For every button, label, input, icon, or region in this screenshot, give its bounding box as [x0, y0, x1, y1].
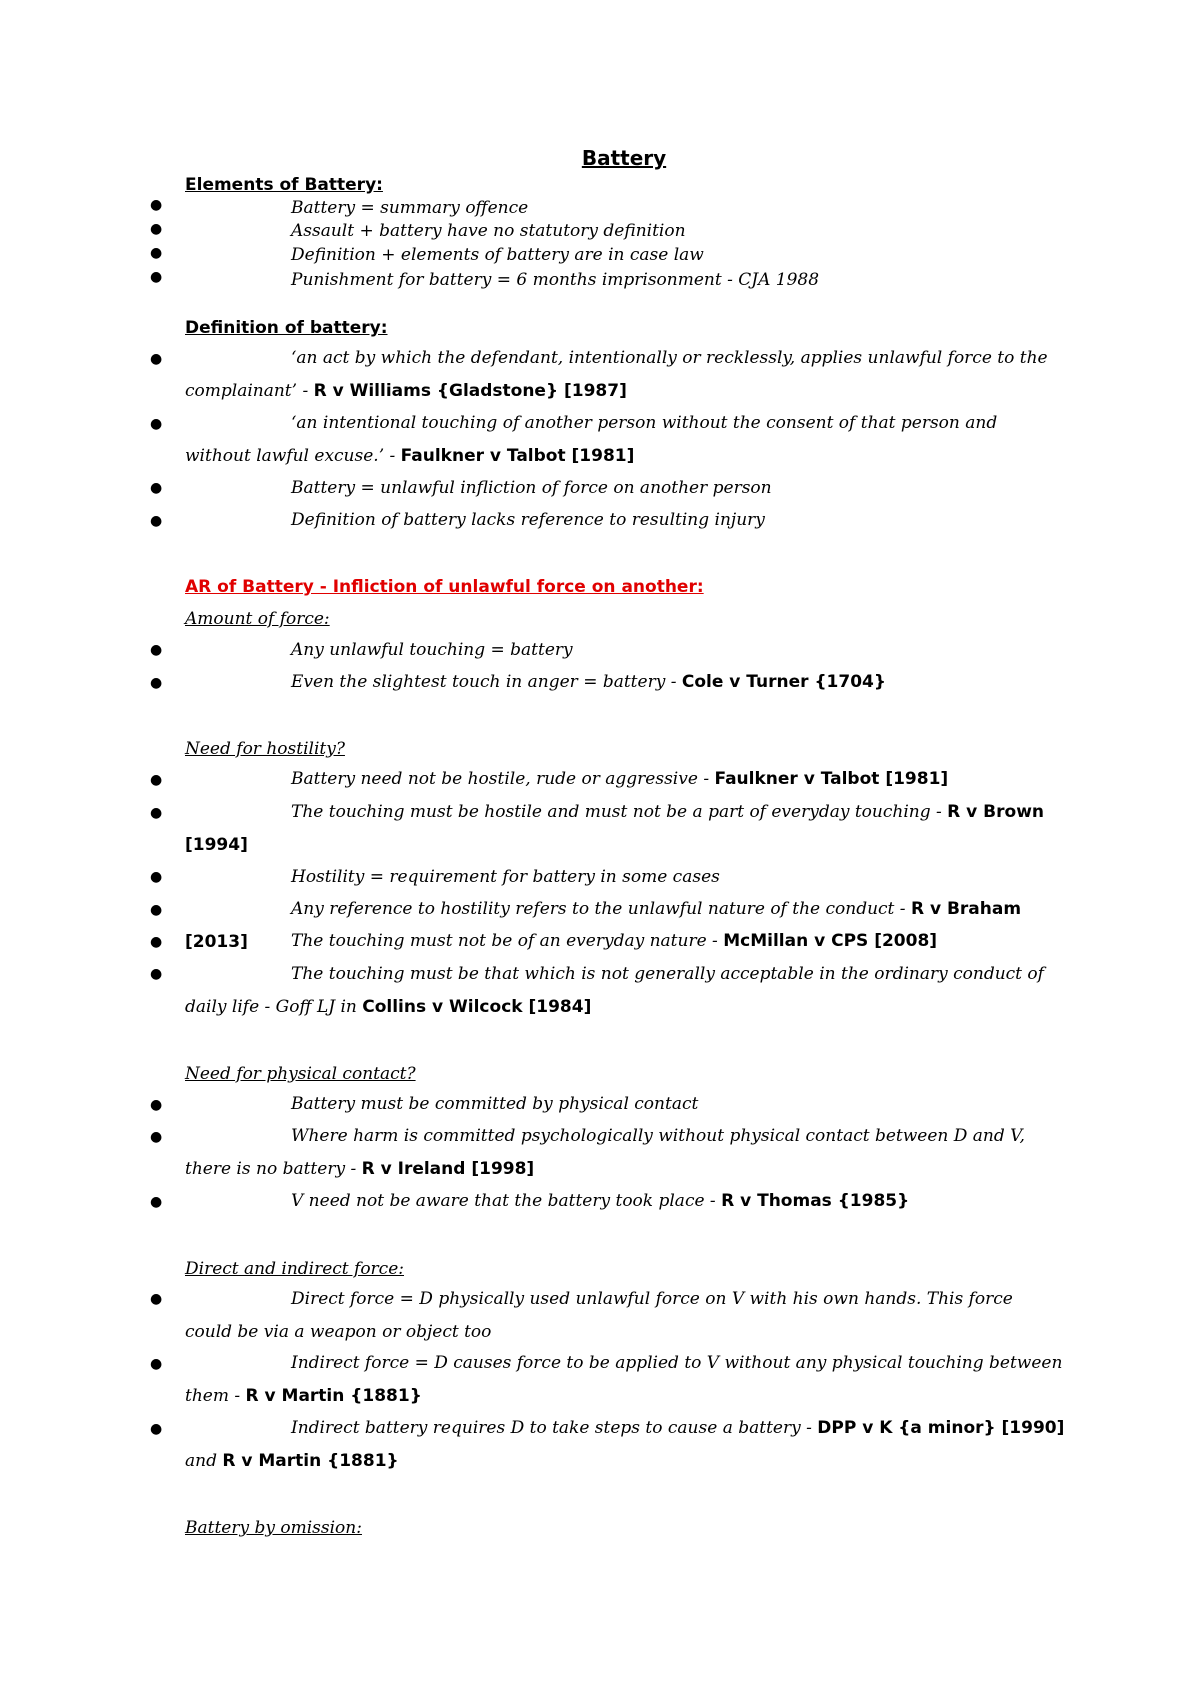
list-item: The touching must be hostile and must not be a part of everyday touching - R v Brown [1994]: [185, 802, 1045, 855]
bullet-icon: ●: [150, 221, 163, 237]
bullet-icon: ●: [150, 869, 163, 885]
list-item: Any unlawful touching = battery: [291, 640, 573, 660]
case-citation: Cole v Turner {1704}: [681, 672, 886, 692]
list-item: The touching must not be of an everyday nature - McMillan v CPS [2008]: [291, 931, 938, 951]
list-item: V need not be aware that the battery took place - R v Thomas {1985}: [291, 1191, 910, 1211]
subheading-hostility: Need for hostility?: [185, 739, 345, 759]
bullet-icon: ●: [150, 245, 163, 261]
case-citation: R v Braham [2013]: [185, 899, 1022, 952]
bullet-icon: ●: [150, 966, 163, 982]
bullet-icon: ●: [150, 1129, 163, 1145]
case-citation: R v Williams {Gladstone} [1987]: [313, 380, 627, 401]
case-citation: R v Martin {1881}: [222, 1450, 399, 1471]
section-heading-elements: Elements of Battery:: [185, 175, 383, 195]
list-item: Battery must be committed by physical contact: [291, 1094, 699, 1114]
case-citation: Collins v Wilcock [1984]: [362, 996, 592, 1017]
section-heading-definition: Definition of battery:: [185, 318, 388, 338]
bullet-icon: ●: [150, 902, 163, 918]
list-item: ‘an act by which the defendant, intentionally or recklessly, applies unlawful force to the complainant’ - R v Williams {Gladstone} [1987]: [185, 348, 1048, 401]
list-item: Indirect force = D causes force to be applied to V without any physical touching between them - R v Martin {1881}: [185, 1353, 1063, 1406]
list-item: The touching must be that which is not generally acceptable in the ordinary conduct of daily life - Goff LJ in Collins v Wilcock [1984]: [185, 964, 1044, 1017]
list-item: Direct force = D physically used unlawful force on V with his own hands. This force could be via a weapon or object too: [185, 1289, 1013, 1342]
bullet-icon: ●: [150, 351, 163, 367]
subheading-omission: Battery by omission:: [185, 1518, 362, 1538]
case-citation: Faulkner v Talbot [1981]: [714, 769, 949, 789]
subheading-contact: Need for physical contact?: [185, 1064, 416, 1084]
case-citation: R v Brown [1994]: [185, 802, 1045, 855]
bullet-icon: ●: [150, 805, 163, 821]
case-citation: R v Martin {1881}: [245, 1385, 422, 1406]
subheading-amount: Amount of force:: [185, 609, 330, 629]
list-item: Any reference to hostility refers to the unlawful nature of the conduct - R v Braham [2013]: [185, 899, 1022, 952]
bullet-icon: ●: [150, 1421, 163, 1437]
bullet-icon: ●: [150, 675, 163, 691]
list-item: Punishment for battery = 6 months imprisonment - CJA 1988: [291, 270, 820, 290]
bullet-icon: ●: [150, 480, 163, 496]
bullet-icon: ●: [150, 1291, 163, 1307]
list-item: Assault + battery have no statutory definition: [291, 221, 686, 241]
list-item: Definition of battery lacks reference to resulting injury: [291, 510, 765, 530]
bullet-icon: ●: [150, 1356, 163, 1372]
bullet-icon: ●: [150, 197, 163, 213]
case-citation: R v Thomas {1985}: [721, 1191, 910, 1211]
bullet-icon: ●: [150, 642, 163, 658]
subheading-direct: Direct and indirect force:: [185, 1259, 404, 1279]
bullet-icon: ●: [150, 1097, 163, 1113]
list-item: Even the slightest touch in anger = battery - Cole v Turner {1704}: [291, 672, 886, 692]
list-item: Where harm is committed psychologically without physical contact between D and V, there is no battery - R v Ireland [1998]: [185, 1126, 1025, 1179]
bullet-icon: ●: [150, 772, 163, 788]
list-item: ‘an intentional touching of another person without the consent of that person and without lawful excuse.’ - Faulkner v Talbot [1981]: [185, 413, 998, 466]
list-item: Battery = summary offence: [291, 198, 529, 218]
case-citation: R v Ireland [1998]: [361, 1158, 535, 1179]
list-item: Indirect battery requires D to take steps to cause a battery - DPP v K {a minor} [1990] and R v Martin {1881}: [185, 1418, 1065, 1471]
bullet-icon: ●: [150, 934, 163, 950]
bullet-icon: ●: [150, 416, 163, 432]
case-citation: McMillan v CPS [2008]: [723, 931, 938, 951]
list-item: Hostility = requirement for battery in some cases: [291, 867, 720, 887]
section-heading-ar: AR of Battery - Infliction of unlawful force on another:: [185, 577, 704, 597]
bullet-icon: ●: [150, 513, 163, 529]
list-item: Definition + elements of battery are in case law: [291, 245, 704, 265]
page-title: Battery: [581, 146, 667, 170]
bullet-icon: ●: [150, 269, 163, 285]
list-item: Battery need not be hostile, rude or aggressive - Faulkner v Talbot [1981]: [291, 769, 949, 789]
bullet-icon: ●: [150, 1194, 163, 1210]
list-item: Battery = unlawful infliction of force on another person: [291, 478, 772, 498]
case-citation: Faulkner v Talbot [1981]: [400, 445, 635, 466]
case-citation: DPP v K {a minor} [1990]: [817, 1418, 1065, 1438]
